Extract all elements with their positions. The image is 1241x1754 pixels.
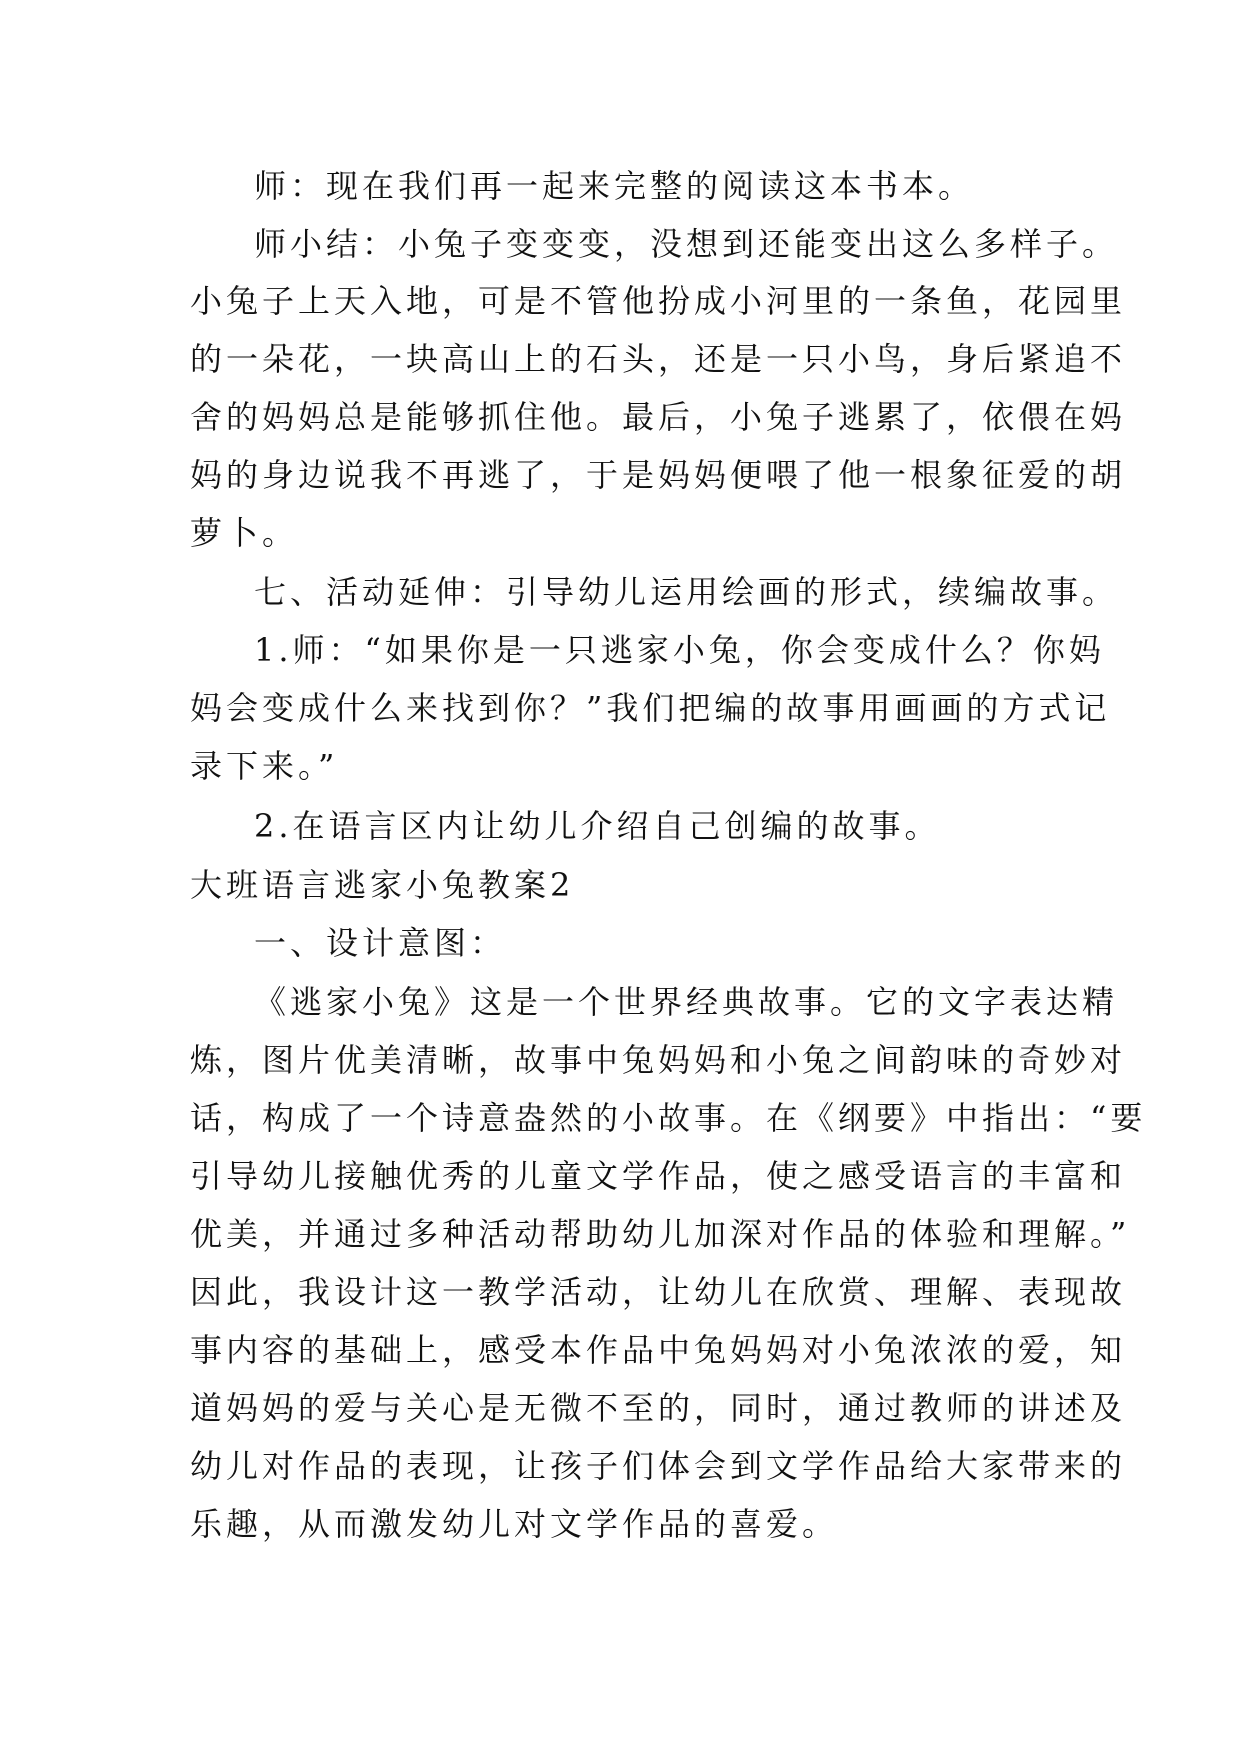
- paragraph-line: 1.师：“如果你是一只逃家小兔，你会变成什么？你妈: [254, 631, 1105, 669]
- paragraph-line: 幼儿对作品的表现，让孩子们体会到文学作品给大家带来的: [190, 1447, 1127, 1485]
- paragraph-line: 妈的身边说我不再逃了，于是妈妈便喂了他一根象征爱的胡: [190, 456, 1127, 494]
- paragraph-line: 话，构成了一个诗意盎然的小故事。在《纲要》中指出：“要: [190, 1099, 1147, 1137]
- paragraph-line: 的一朵花，一块高山上的石头，还是一只小鸟，身后紧追不: [190, 340, 1127, 378]
- paragraph-line: 小兔子上天入地，可是不管他扮成小河里的一条鱼，花园里: [190, 282, 1127, 320]
- paragraph-line: 师小结：小兔子变变变，没想到还能变出这么多样子。: [254, 225, 1119, 263]
- paragraph-line: 妈会变成什么来找到你？”我们把编的故事用画画的方式记: [190, 689, 1111, 727]
- paragraph-line: 因此，我设计这一教学活动，让幼儿在欣赏、理解、表现故: [190, 1273, 1127, 1311]
- paragraph-line: 乐趣，从而激发幼儿对文学作品的喜爱。: [190, 1505, 839, 1543]
- paragraph-line: 炼，图片优美清晰，故事中兔妈妈和小兔之间韵味的奇妙对: [190, 1041, 1127, 1079]
- paragraph-line: 优美，并通过多种活动帮助幼儿加深对作品的体验和理解。”: [190, 1215, 1131, 1253]
- paragraph-line: 2.在语言区内让幼儿介绍自己创编的故事。: [254, 807, 941, 845]
- paragraph-line: 一、设计意图：: [254, 924, 507, 962]
- paragraph-line: 录下来。”: [190, 747, 339, 785]
- section-heading: 大班语言逃家小兔教案2: [190, 866, 575, 904]
- paragraph-line: 师：现在我们再一起来完整的阅读这本书本。: [254, 167, 975, 205]
- paragraph-line: 七、活动延伸：引导幼儿运用绘画的形式，续编故事。: [254, 573, 1119, 611]
- paragraph-line: 引导幼儿接触优秀的儿童文学作品，使之感受语言的丰富和: [190, 1157, 1127, 1195]
- paragraph-line: 《逃家小兔》这是一个世界经典故事。它的文字表达精: [254, 983, 1119, 1021]
- paragraph-line: 道妈妈的爱与关心是无微不至的，同时，通过教师的讲述及: [190, 1389, 1127, 1427]
- paragraph-line: 舍的妈妈总是能够抓住他。最后，小兔子逃累了，依偎在妈: [190, 398, 1127, 436]
- paragraph-line: 萝卜。: [190, 514, 299, 552]
- paragraph-line: 事内容的基础上，感受本作品中兔妈妈对小兔浓浓的爱，知: [190, 1331, 1127, 1369]
